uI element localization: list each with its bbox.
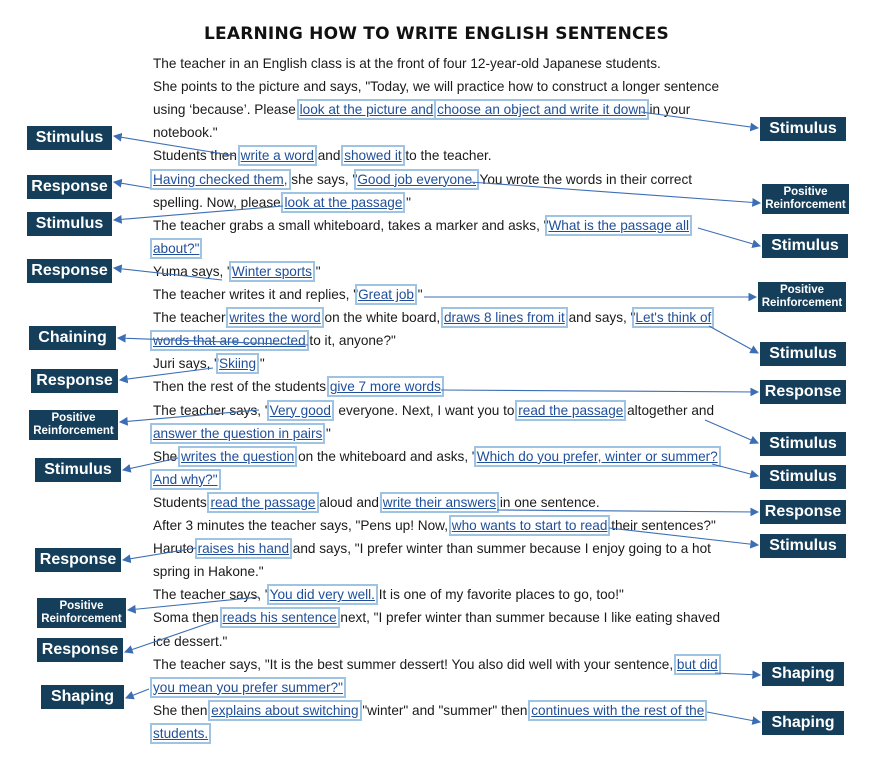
label-left-stimulus: Stimulus [27, 126, 112, 150]
text-line [153, 378, 445, 396]
text-line [153, 448, 718, 466]
text-segment: The teacher grabs a small whiteboard, takes a marker and asks, " [153, 217, 549, 233]
label-right-shaping: Shaping [762, 711, 844, 735]
label-left-positive-reinforcement: Positive Reinforcement [37, 598, 126, 628]
label-right-stimulus: Stimulus [762, 234, 848, 258]
highlighted-phrase: continues with the rest of the [531, 702, 705, 718]
page-title: LEARNING HOW TO WRITE ENGLISH SENTENCES [204, 24, 669, 44]
arrow-r-shaping-2 [707, 712, 760, 722]
highlighted-phrase: Which do you prefer, winter or summer? [476, 448, 718, 464]
text-segment: on the white board, [320, 310, 444, 326]
text-line [153, 702, 704, 720]
label-right-response: Response [760, 380, 846, 404]
highlighted-phrase: answer the question in pairs [153, 425, 323, 441]
text-line [153, 240, 199, 258]
label-left-chaining: Chaining [29, 326, 116, 350]
label-right-stimulus: Stimulus [760, 342, 846, 366]
highlighted-phrase: draws 8 lines from it [443, 310, 565, 326]
text-segment: It is one of my favorite places to go, too!" [374, 587, 624, 603]
highlighted-phrase: writes the word [229, 310, 321, 326]
text-segment: . [440, 379, 445, 395]
text-segment: You wrote the words in their correct [475, 171, 693, 187]
label-right-shaping: Shaping [762, 662, 844, 686]
text-segment: their sentences?" [607, 518, 716, 533]
text-segment: ice dessert." [153, 633, 228, 649]
text-segment: Juri says, " [153, 356, 220, 372]
arrow-r-stimulus-3 [709, 326, 758, 353]
text-line [153, 101, 690, 119]
label-right-positive-reinforcement: Positive Reinforcement [758, 282, 846, 312]
arrow-shaping-1 [126, 689, 149, 698]
text-segment: notebook." [153, 125, 218, 141]
text-line [153, 124, 218, 142]
text-line [153, 586, 624, 604]
highlighted-phrase: you mean you prefer summer?" [153, 679, 343, 695]
text-line [153, 494, 600, 512]
highlighted-phrase: Winter sports [231, 263, 312, 279]
highlighted-phrase: writes the question [180, 448, 295, 464]
text-line [153, 286, 423, 304]
label-left-stimulus: Stimulus [27, 212, 112, 236]
text-segment: to it, anyone?" [305, 333, 396, 349]
highlighted-phrase: who wants to start to read [451, 518, 608, 533]
text-segment: The teacher says, "It is the best summer dessert! You also did well with your sentence, [153, 656, 677, 672]
highlighted-phrase: words that are connected [153, 333, 306, 349]
text-segment: ." [413, 287, 423, 302]
highlighted-phrase: give 7 more words [329, 379, 441, 395]
text-segment: Haruto [153, 541, 198, 557]
highlighted-phrase: Very good [269, 402, 331, 418]
highlighted-phrase: What is the passage all [548, 217, 690, 233]
text-line [153, 194, 411, 212]
text-line [153, 78, 719, 96]
text-line [153, 425, 331, 443]
text-line [153, 540, 711, 558]
text-segment: Students [153, 494, 211, 510]
text-line [153, 402, 714, 420]
text-segment: in your [645, 102, 691, 118]
highlighted-phrase: reads his sentence [222, 610, 337, 626]
arrow-response-1 [114, 182, 150, 188]
label-left-response: Response [27, 259, 112, 283]
text-segment: Then the rest of the students [153, 379, 330, 395]
highlighted-phrase: Having checked them, [153, 171, 288, 187]
text-segment: ." [311, 263, 321, 279]
highlighted-phrase: Let's think of [635, 310, 712, 326]
label-right-positive-reinforcement: Positive Reinforcement [762, 184, 849, 214]
text-line [153, 309, 711, 327]
label-left-response: Response [27, 175, 112, 199]
arrow-r-stimulus-5 [712, 464, 758, 476]
highlighted-phrase: Skiing [219, 356, 257, 372]
highlighted-phrase: read the passage [210, 494, 316, 510]
text-segment: she says, " [287, 171, 358, 187]
text-line [153, 517, 716, 535]
highlighted-phrase: students. [153, 725, 209, 741]
text-line [153, 679, 343, 697]
text-line [153, 725, 208, 743]
highlighted-phrase: You did very well. [269, 587, 375, 603]
text-segment: The teacher writes it and replies, " [153, 287, 359, 302]
text-line [153, 656, 718, 674]
label-right-response: Response [760, 500, 846, 524]
text-segment: She points to the picture and says, "Today, we will practice how to construct a longer sentence [153, 79, 719, 95]
text-segment: She then [153, 702, 212, 718]
text-line [153, 263, 321, 281]
highlighted-phrase: showed it [344, 148, 402, 164]
highlighted-phrase: Great job [358, 287, 414, 302]
text-segment: altogether and [623, 402, 715, 418]
highlighted-phrase: Good job everyone. [357, 171, 476, 187]
text-line [153, 471, 218, 489]
text-line [153, 147, 492, 165]
label-left-positive-reinforcement: Positive Reinforcement [29, 410, 118, 440]
text-line [153, 355, 265, 373]
text-segment: to the teacher. [401, 148, 492, 164]
label-left-response: Response [31, 369, 118, 393]
text-line [153, 217, 689, 235]
text-segment: spring in Hakone." [153, 564, 264, 580]
text-line [153, 171, 692, 189]
text-segment: The teacher says, " [153, 587, 270, 603]
highlighted-phrase: choose an object and write it down [437, 102, 646, 118]
text-line [153, 55, 661, 73]
label-right-stimulus: Stimulus [760, 534, 846, 558]
arrow-r-stimulus-4 [705, 420, 758, 443]
label-left-shaping: Shaping [41, 685, 124, 709]
text-segment: spelling. Now, please [153, 194, 285, 210]
label-right-stimulus: Stimulus [760, 465, 846, 489]
highlighted-phrase: write a word [240, 148, 314, 164]
text-line [153, 633, 227, 651]
highlighted-phrase: read the passage [518, 402, 624, 418]
text-segment: The teacher in an English class is at the front of four 12-year-old Japanese students. [153, 56, 661, 71]
text-segment: next, "I prefer winter than summer because I like eating shaved [336, 610, 721, 626]
label-left-response: Response [37, 638, 123, 662]
highlighted-phrase: And why?" [153, 471, 218, 487]
text-segment: ." [256, 356, 265, 372]
text-segment: and says, "I prefer winter than summer because I enjoy going to a hot [289, 541, 711, 557]
arrow-r-response-1 [441, 390, 758, 392]
highlighted-phrase: look at the passage [284, 194, 403, 210]
text-segment: in one sentence. [496, 494, 600, 510]
label-left-response: Response [35, 548, 121, 572]
text-segment: ." [402, 194, 411, 210]
highlighted-phrase: about?" [153, 240, 200, 256]
text-segment: and says, " [564, 310, 636, 326]
text-segment: and [313, 148, 345, 164]
text-segment: , everyone. Next, I want you to [330, 402, 519, 418]
highlighted-phrase: explains about switching [211, 702, 359, 718]
text-segment: After 3 minutes the teacher says, "Pens up! Now, [153, 518, 452, 533]
text-segment: Students then [153, 148, 241, 164]
text-segment: Soma then [153, 610, 223, 626]
text-segment: The teacher says, " [153, 402, 270, 418]
highlighted-phrase: write their answers [382, 494, 497, 510]
text-segment: on the whiteboard and asks, " [294, 448, 477, 464]
text-segment: The teacher [153, 310, 230, 326]
text-line [153, 332, 396, 350]
arrow-r-shaping-1 [715, 673, 760, 675]
text-line [153, 609, 720, 627]
highlighted-phrase: but did [676, 656, 718, 672]
text-line [153, 563, 264, 581]
highlighted-phrase: look at the picture and [299, 102, 434, 118]
text-segment: "winter" and "summer" then [358, 702, 532, 718]
label-right-stimulus: Stimulus [760, 432, 846, 456]
highlighted-phrase: raises his hand [197, 541, 290, 557]
label-right-stimulus: Stimulus [760, 117, 846, 141]
arrow-r-stimulus-2 [698, 228, 760, 246]
text-segment: She [153, 448, 181, 464]
text-segment: ." [322, 425, 331, 441]
text-segment: Yuma says, " [153, 263, 232, 279]
text-segment: using ‘because’. Please [153, 102, 300, 118]
label-left-stimulus: Stimulus [35, 458, 121, 482]
text-segment: aloud and [315, 494, 383, 510]
